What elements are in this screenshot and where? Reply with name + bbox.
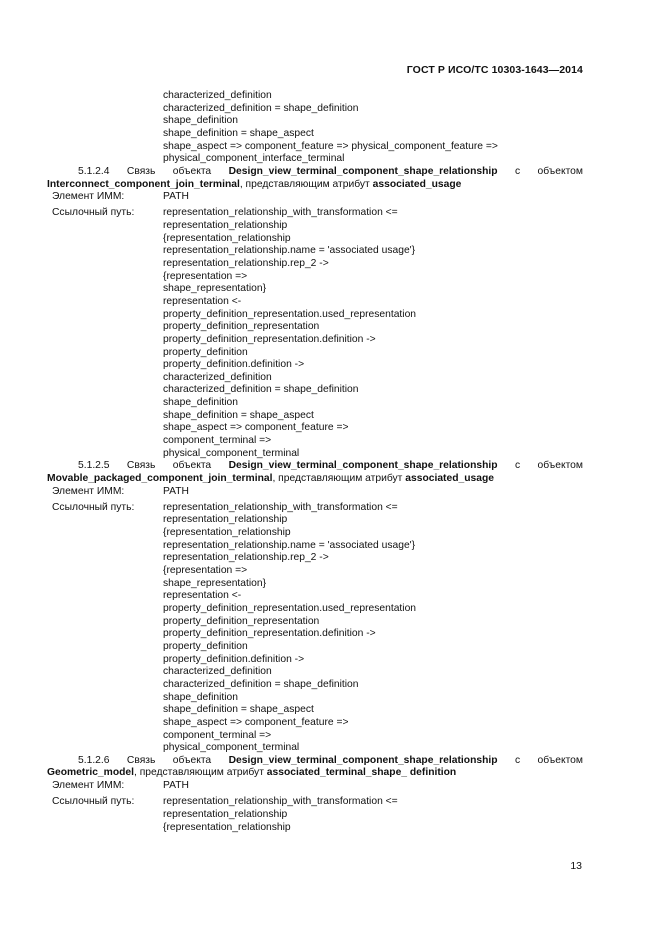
path-line: representation <-	[163, 295, 242, 307]
path-line: characterized_definition = shape_definition	[163, 678, 359, 690]
path-line: property_definition.definition ->	[163, 359, 305, 371]
path-line: property_definition_representation	[163, 321, 320, 333]
page-number: 13	[570, 860, 582, 872]
path-line: property_definition.definition ->	[163, 653, 305, 665]
path-line: shape_definition	[163, 115, 238, 127]
path-line: characterized_definition = shape_definition	[163, 384, 359, 396]
entity-name: Design_view_terminal_component_shape_relationship	[228, 460, 498, 472]
path-line: characterized_definition	[163, 371, 272, 383]
path-line: property_definition_representation.used_representation	[163, 603, 417, 614]
path-line: representation_relationship_with_transformation <=	[163, 207, 398, 219]
heading-word: объекта	[172, 165, 212, 177]
heading-word: объекта	[172, 460, 212, 472]
path-line: representation_relationship_with_transformation <=	[163, 501, 398, 513]
section-heading	[78, 166, 583, 179]
section-heading	[78, 460, 583, 473]
path-line: {representation_relationship	[163, 527, 291, 539]
section-heading	[78, 755, 583, 768]
path-line: property_definition_representation.definition ->	[163, 628, 376, 640]
heading-word: Связь	[126, 754, 156, 766]
heading-word: объектом	[537, 165, 583, 177]
section-number: 5.1.2.5	[78, 460, 110, 472]
attribute-name: associated_terminal_shape_ definition	[266, 767, 457, 779]
path-line: physical_component_terminal	[163, 742, 300, 754]
path-line: representation <-	[163, 590, 242, 602]
path-line: shape_aspect => component_feature =>	[163, 716, 349, 728]
entity-name: Design_view_terminal_component_shape_relationship	[228, 165, 498, 177]
path-line: shape_aspect => component_feature => physical_component_feature =>	[163, 140, 498, 152]
reference-path-label: Ссылочный путь:	[52, 207, 135, 219]
path-line: representation_relationship	[163, 514, 288, 526]
path-line: property_definition	[163, 640, 248, 652]
heading-text: , представляющим атрибут	[239, 178, 373, 190]
section-heading-continuation	[47, 179, 461, 192]
document-header: ГОСТ Р ИСО/ТС 10303-1643—2014	[406, 64, 583, 76]
reference-path-label: Ссылочный путь:	[52, 501, 135, 513]
path-line: physical_component_terminal	[163, 447, 300, 459]
path-line: property_definition	[163, 346, 248, 358]
heading-word: объектом	[537, 460, 583, 472]
heading-word: объектом	[537, 754, 583, 766]
heading-word: с	[514, 754, 521, 766]
reference-path-label: Ссылочный путь:	[52, 796, 135, 808]
path-line: shape_definition = shape_aspect	[163, 409, 314, 421]
path-line: {representation =>	[163, 565, 248, 577]
section-number: 5.1.2.4	[78, 165, 110, 177]
path-line: characterized_definition = shape_definition	[163, 102, 359, 114]
path-line: representation_relationship	[163, 808, 288, 820]
path-line: property_definition_representation.used_representation	[163, 308, 417, 320]
path-line: {representation_relationship	[163, 232, 291, 244]
path-line: shape_definition	[163, 691, 238, 703]
path-line: shape_representation}	[163, 283, 267, 295]
heading-word: Связь	[126, 460, 156, 472]
heading-word: Связь	[126, 165, 156, 177]
path-line: component_terminal =>	[163, 435, 272, 447]
path-line: shape_definition = shape_aspect	[163, 704, 314, 716]
path-line: representation_relationship.name = 'associated usage'}	[163, 539, 416, 551]
path-line: representation_relationship.rep_2 ->	[163, 257, 329, 269]
path-line: property_definition_representation	[163, 615, 320, 627]
heading-word: с	[514, 165, 521, 177]
path-line: shape_representation}	[163, 577, 267, 589]
target-entity: Interconnect_component_join_terminal	[47, 178, 240, 190]
path-line: representation_relationship.rep_2 ->	[163, 552, 329, 564]
heading-word: объекта	[172, 754, 212, 766]
path-line: shape_definition = shape_aspect	[163, 127, 314, 139]
section-number: 5.1.2.6	[78, 754, 110, 766]
target-entity: Geometric_model	[47, 767, 134, 779]
imm-element-value: PATH	[163, 485, 189, 497]
path-line: representation_relationship	[163, 220, 288, 231]
imm-element-label: Элемент ИММ:	[52, 485, 125, 497]
path-line: {representation =>	[163, 270, 248, 282]
imm-element-label: Элемент ИММ:	[52, 191, 125, 203]
path-line: {representation_relationship	[163, 821, 291, 833]
section-heading-continuation	[47, 473, 494, 486]
imm-element-value: PATH	[163, 780, 189, 792]
imm-element-label: Элемент ИММ:	[52, 780, 125, 792]
path-line: shape_aspect => component_feature =>	[163, 422, 349, 434]
heading-text: , представляющим атрибут	[133, 767, 267, 779]
path-line: representation_relationship.name = 'associated usage'}	[163, 245, 416, 257]
attribute-name: associated_usage	[372, 178, 462, 190]
entity-name: Design_view_terminal_component_shape_relationship	[228, 754, 498, 766]
attribute-name: associated_usage	[405, 473, 494, 484]
path-line: characterized_definition	[163, 90, 272, 101]
path-line: characterized_definition	[163, 666, 272, 678]
path-line: representation_relationship_with_transformation <=	[163, 796, 398, 808]
imm-element-value: PATH	[163, 191, 189, 203]
path-line: property_definition_representation.definition ->	[163, 333, 376, 345]
path-line: shape_definition	[163, 397, 238, 409]
heading-word: с	[514, 460, 521, 472]
heading-text: , представляющим атрибут	[272, 473, 406, 484]
target-entity: Movable_packaged_component_join_terminal	[47, 473, 273, 484]
section-heading-continuation	[47, 767, 456, 780]
path-line: physical_component_interface_terminal	[163, 153, 345, 165]
path-line: component_terminal =>	[163, 729, 272, 741]
